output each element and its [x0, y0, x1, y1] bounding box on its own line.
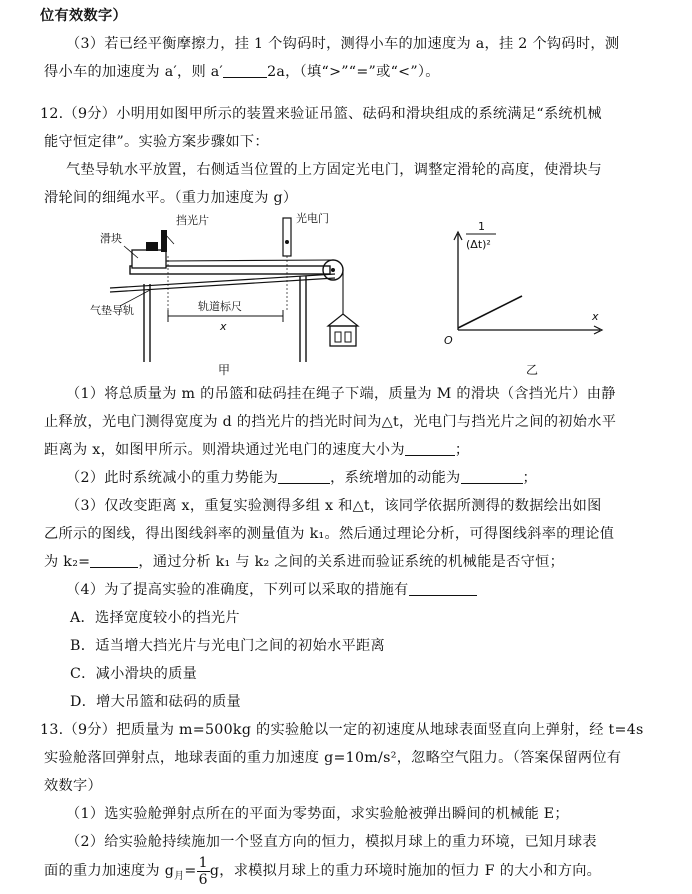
- text-line: 止释放，光电门测得宽度为 d 的挡光片的挡光时间为△t，光电门与挡光片之间的初始水平: [44, 414, 617, 430]
- label-slider: 滑块: [100, 232, 122, 245]
- option-c: C．减小滑块的质量: [70, 666, 198, 682]
- text-line: 滑轮间的细绳水平。（重力加速度为 g）: [44, 190, 298, 206]
- option-a: A．选择宽度较小的挡光片: [70, 610, 240, 626]
- graph-line: [458, 296, 522, 328]
- label-x: x: [220, 320, 227, 333]
- text-line: （4）为了提高实验的准确度，下列可以采取的措施有: [66, 580, 477, 600]
- graph-origin: O: [444, 334, 453, 347]
- text-line: 乙所示的图线，得出图线斜率的测量值为 k₁。然后通过理论分析，可得图线斜率的理论值: [44, 526, 615, 542]
- text-line: 距离为 x，如图甲所示。则滑块通过光电门的速度大小为 ；: [44, 442, 470, 458]
- graph-x-label: x: [592, 310, 599, 323]
- label-airtrack: 气垫导轨: [90, 304, 134, 317]
- figure-graph: [444, 220, 602, 377]
- experiment-figures: [90, 212, 650, 380]
- caption-a: 甲: [218, 363, 231, 377]
- text-line: 位有效数字）: [40, 8, 127, 24]
- answer-blank[interactable]: [409, 581, 477, 596]
- caption-b: 乙: [526, 363, 539, 377]
- question-12-line: 12.（9分）小明用如图甲所示的装置来验证吊篮、砝码和滑块组成的系统满足“系统机械: [40, 106, 602, 122]
- option-d: D．增大吊篮和砝码的质量: [70, 694, 242, 710]
- text-line: 能守恒定律”。实验方案步骤如下：: [44, 134, 269, 150]
- text-line: 面的重力加速度为 $g_月=$ $\frac{1}{6}$ g，求模拟月球上的重力环境时施加的恒力 F 的大小和方向。: [44, 854, 602, 888]
- fraction-one-sixth: $\frac{1}{6}$: [198, 854, 208, 888]
- text-line: 得小车的加速度为 a′，则 a′ 2a，（填“>”“=”或“<”）。: [44, 64, 440, 80]
- text-line: （1）将总质量为 m 的吊篮和砝码挂在绳子下端，质量为 M 的滑块（含挡光片）由静: [66, 386, 616, 402]
- text-line: 为 k₂= ，通过分析 k₁ 与 k₂ 之间的关系进而验证系统的机械能是否守恒；: [44, 554, 565, 570]
- text-line: （2）给实验舱持续施加一个竖直方向的恒力，模拟月球上的重力环境，已知月球表: [66, 834, 597, 850]
- answer-blank[interactable]: [461, 469, 523, 484]
- graph-y-num: 1: [478, 220, 485, 233]
- text-line: （1）选实验舱弹射点所在的平面为零势面，求实验舱被弹出瞬间的机械能 E；: [66, 806, 569, 822]
- text-line: 实验舱落回弹射点，地球表面的重力加速度 g=10m/s²，忽略空气阻力。（答案保留两位有: [44, 750, 622, 766]
- text-line: （2）此时系统减小的重力势能为 ，系统增加的动能为 ；: [66, 470, 538, 486]
- text-line: 气垫导轨水平放置，右侧适当位置的上方固定光电门，调整定滑轮的高度，使滑块与: [66, 162, 603, 178]
- label-gate: 光电门: [296, 212, 329, 225]
- label-ruler: 轨道标尺: [198, 300, 242, 313]
- label-shade: 挡光片: [176, 214, 209, 227]
- graph-y-den: (Δt)²: [466, 238, 491, 251]
- answer-blank[interactable]: [223, 63, 267, 78]
- text-line: 效数字）: [44, 778, 102, 794]
- text-line: （3）仅改变距离 x，重复实验测得多组 x 和△t，该同学依据所测得的数据绘出如图: [66, 498, 602, 514]
- figure-apparatus: [90, 212, 358, 377]
- answer-blank[interactable]: [278, 469, 330, 484]
- answer-blank[interactable]: [405, 441, 455, 456]
- option-b: B．适当增大挡光片与光电门之间的初始水平距离: [70, 638, 385, 654]
- answer-blank[interactable]: [90, 553, 138, 568]
- text-line: （3）若已经平衡摩擦力，挂 1 个钩码时，测得小车的加速度为 a，挂 2 个钩码时，测: [66, 36, 620, 52]
- question-13-line: 13.（9分）把质量为 m=500kg 的实验舱以一定的初速度从地球表面竖直向上弹射，经 t=4s: [40, 722, 644, 738]
